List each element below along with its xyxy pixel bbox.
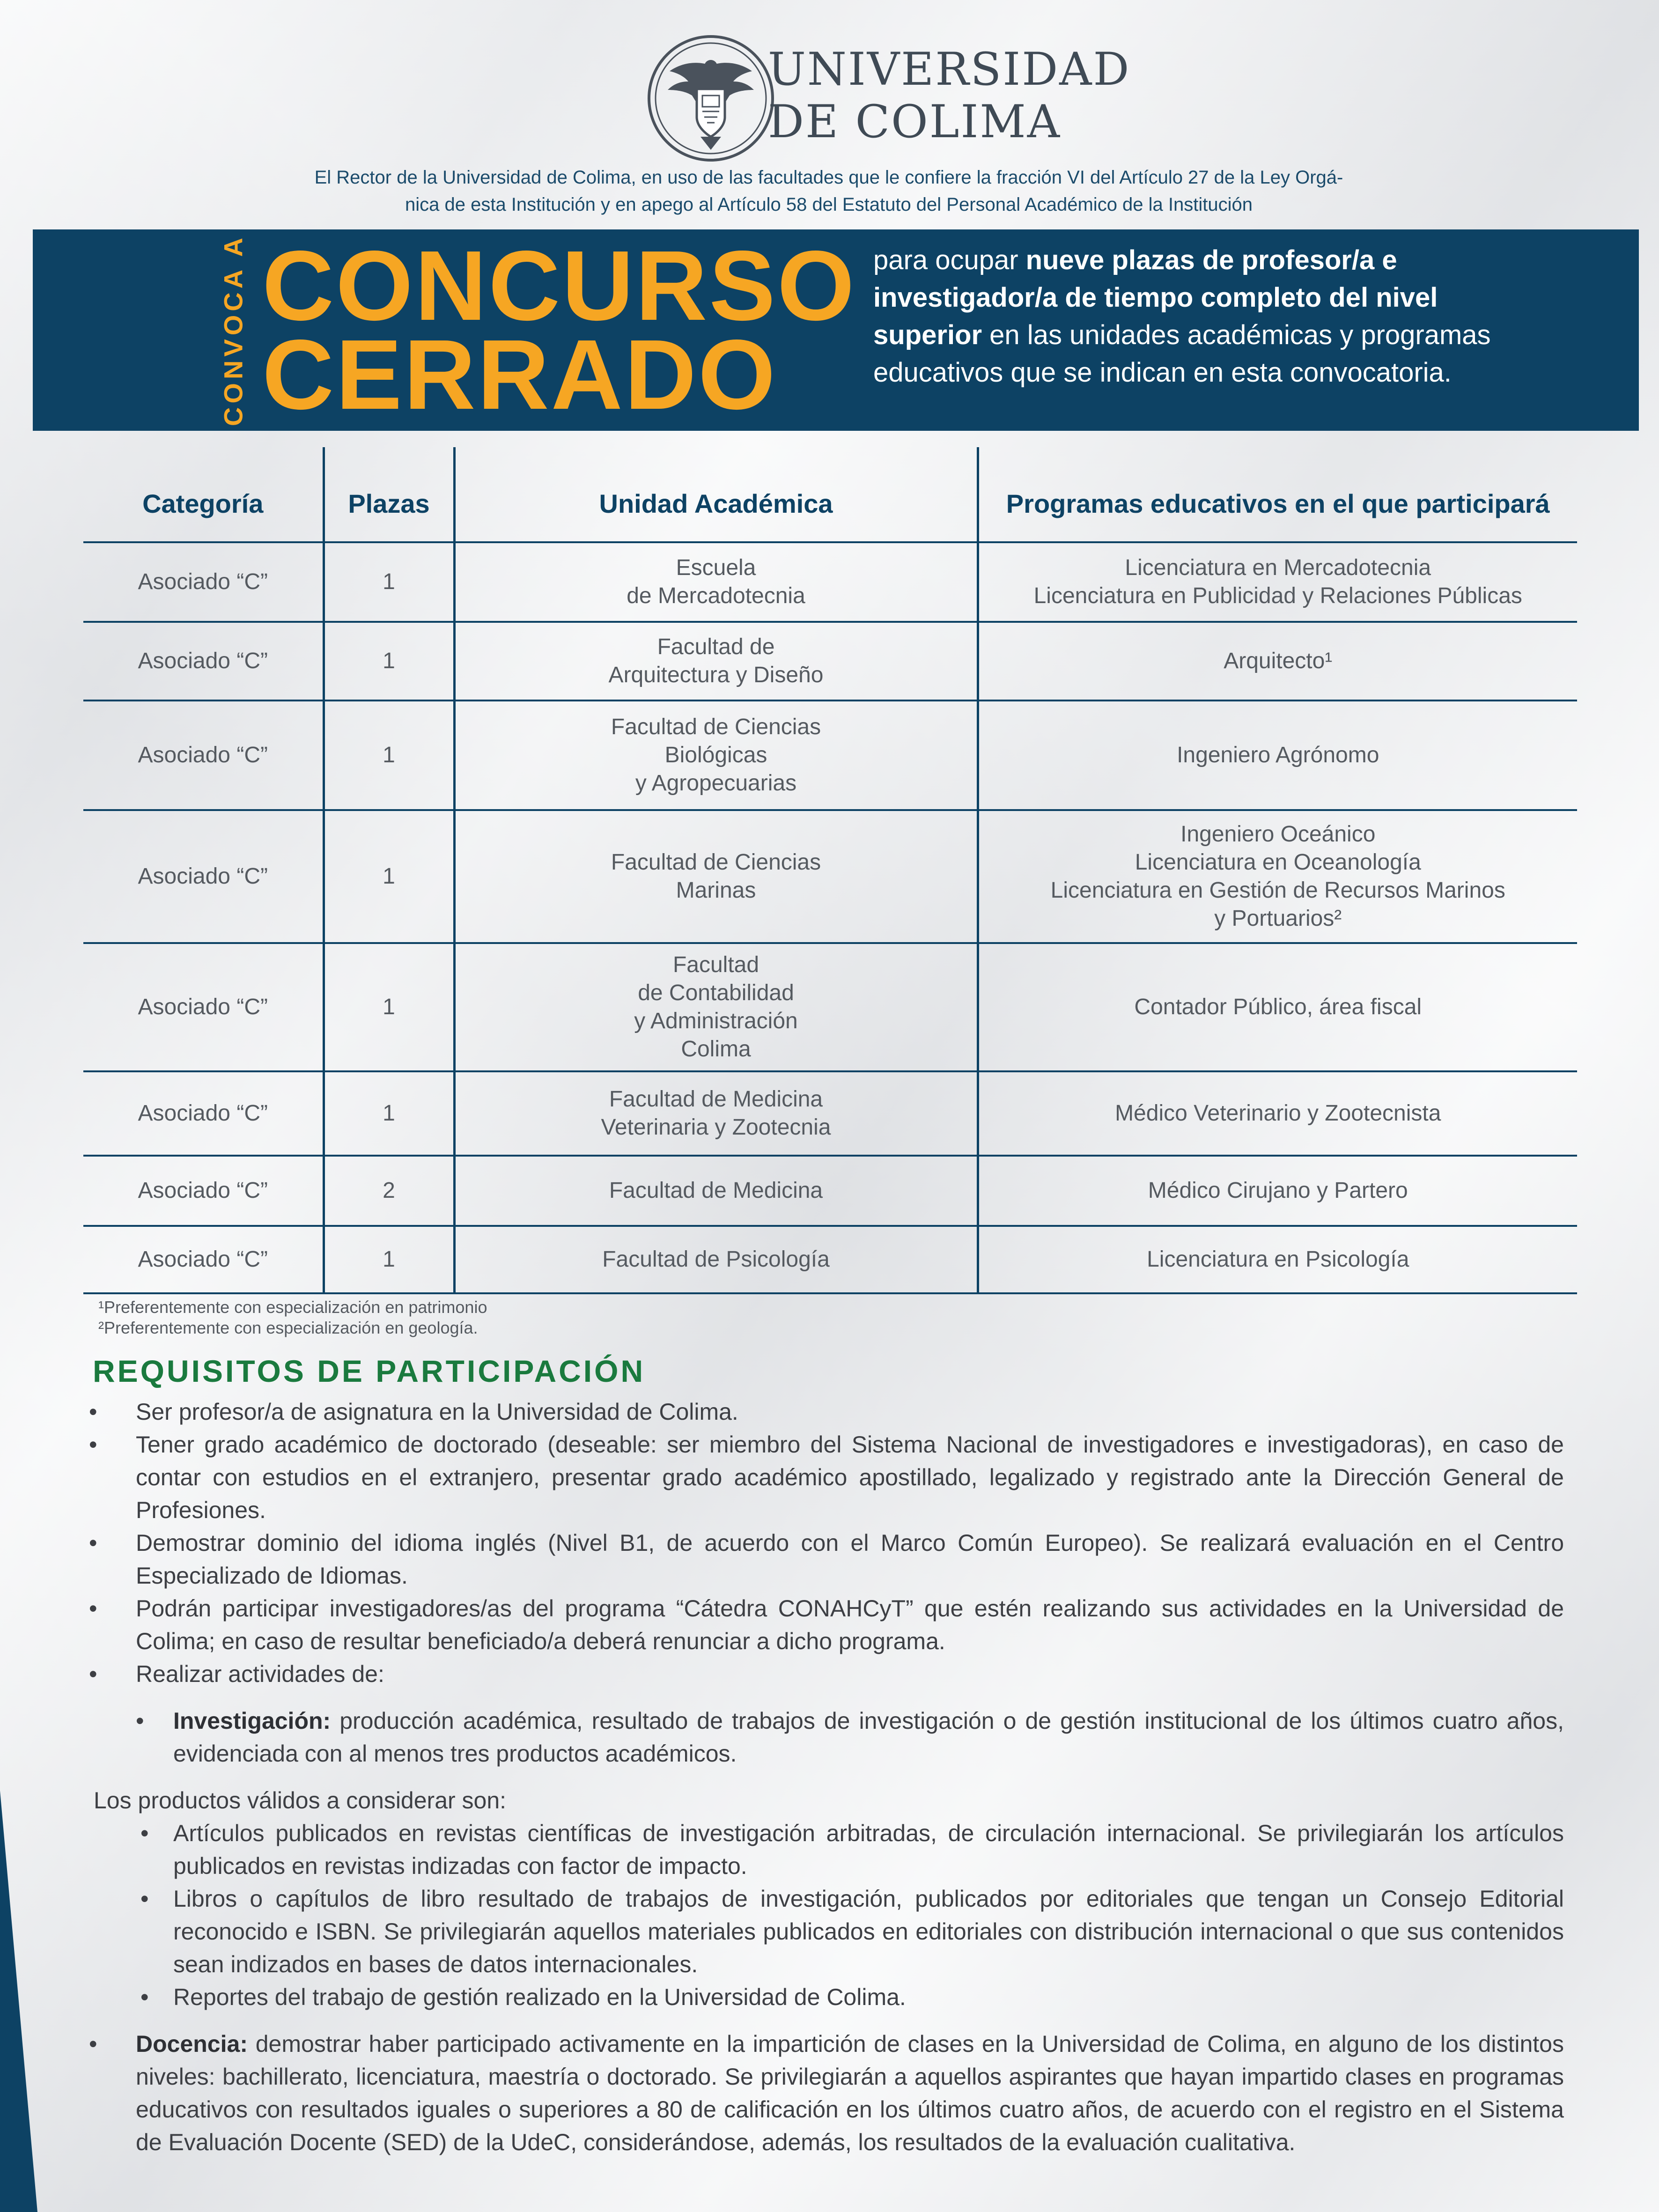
cell-plazas: 1 bbox=[324, 622, 454, 700]
preamble-line1: El Rector de la Universidad de Colima, en uso de las facultades que le confiere la fracción VI del Artículo 27 de la Ley Orgá- bbox=[314, 167, 1343, 188]
cell-categoria: Asociado “C” bbox=[83, 1226, 324, 1293]
table-row bbox=[83, 622, 1577, 700]
cell-plazas: 2 bbox=[324, 1156, 454, 1226]
banner-desc-pre: para ocupar bbox=[873, 245, 1026, 275]
productos-intro: Los productos válidos a considerar son: bbox=[94, 1787, 507, 1814]
preamble-line2: nica de esta Institución y en apego al Artículo 58 del Estatuto del Personal Académico de la Institución bbox=[405, 194, 1253, 215]
cell-programas bbox=[978, 1156, 1577, 1226]
header-plazas: Plazas bbox=[324, 447, 454, 542]
unidad-line: Facultad de Ciencias bbox=[611, 715, 821, 739]
university-name-line1: UNIVERSIDAD bbox=[768, 43, 1131, 96]
unidad-line: Veterinaria y Zootecnia bbox=[601, 1115, 831, 1140]
footnote-2: ²Preferentemente con especialización en geología. bbox=[98, 1318, 478, 1337]
preamble bbox=[220, 164, 1438, 218]
plazas-table bbox=[83, 447, 1577, 1294]
cell-programas bbox=[978, 622, 1577, 700]
programa-line: Ingeniero Agrónomo bbox=[1177, 743, 1379, 767]
list-item: • Artículos publicados en revistas científicas de investigación arbitradas, de circulación internacional. Se privilegiarán los artículos publicados en revistas indizadas con factor de impacto. bbox=[94, 1817, 1564, 1882]
list-item: • Reportes del trabajo de gestión realizado en la Universidad de Colima. bbox=[94, 1981, 1564, 2013]
requisitos-body bbox=[94, 1395, 1564, 2159]
cell-unidad bbox=[454, 1071, 978, 1156]
cell-unidad bbox=[454, 542, 978, 622]
table-row bbox=[83, 1156, 1577, 1226]
banner-desc-bold: nueve plazas de profesor/a e investigador/a de tiempo completo del nivel superior bbox=[873, 245, 1438, 350]
unidad-line: Facultad de Medicina bbox=[609, 1087, 823, 1112]
unidad-line: de Mercadotecnia bbox=[627, 583, 805, 608]
programa-line: Licenciatura en Publicidad y Relaciones Públicas bbox=[1033, 583, 1522, 608]
cell-unidad bbox=[454, 943, 978, 1071]
programa-line: y Portuarios² bbox=[1214, 906, 1342, 931]
programa-line: Arquitecto¹ bbox=[1224, 649, 1333, 673]
cell-plazas: 1 bbox=[324, 810, 454, 943]
title-concurso: CONCURSO bbox=[262, 230, 856, 341]
cell-programas bbox=[978, 810, 1577, 943]
cell-programas bbox=[978, 1071, 1577, 1156]
list-item: • Libros o capítulos de libro resultado de trabajos de investigación, publicados por editoriales que tengan un Consejo Editorial reconocido e ISBN. Se privilegiarán aquellos materiales publicados en editoriales con distribución internacional o que sus contenidos sean indizados en bases de datos internacionales. bbox=[94, 1882, 1564, 1981]
title-cerrado: CERRADO bbox=[262, 319, 777, 430]
cell-programas bbox=[978, 542, 1577, 622]
banner-description bbox=[873, 242, 1491, 391]
table-row bbox=[83, 943, 1577, 1071]
unidad-line: Facultad de Medicina bbox=[609, 1178, 823, 1203]
footnotes bbox=[98, 1297, 487, 1338]
table-row bbox=[83, 810, 1577, 943]
table-row bbox=[83, 1226, 1577, 1293]
header-unidad: Unidad Académica bbox=[454, 447, 978, 542]
programa-line: Contador Público, área fiscal bbox=[1134, 995, 1422, 1019]
programa-line: Ingeniero Oceánico bbox=[1180, 822, 1376, 847]
cell-categoria: Asociado “C” bbox=[83, 1071, 324, 1156]
investigacion-label: Investigación: bbox=[173, 1708, 331, 1734]
list-item: • Tener grado académico de doctorado (deseable: ser miembro del Sistema Nacional de investigadores e investigadoras), en caso de contar con estudios en el extranjero, presentar grado académico apostillado, legalizado y registrado ante la Dirección General de Profesiones. bbox=[94, 1428, 1564, 1526]
programa-line: Licenciatura en Psicología bbox=[1147, 1247, 1409, 1272]
unidad-line: Facultad de Ciencias bbox=[611, 850, 821, 875]
university-seal-icon bbox=[645, 33, 776, 164]
cell-programas bbox=[978, 1226, 1577, 1293]
cell-plazas: 1 bbox=[324, 700, 454, 810]
cell-unidad bbox=[454, 810, 978, 943]
unidad-line: Facultad de Psicología bbox=[602, 1247, 830, 1272]
cell-categoria: Asociado “C” bbox=[83, 810, 324, 943]
unidad-line: Biológicas bbox=[664, 743, 767, 767]
unidad-line: de Contabilidad bbox=[638, 981, 794, 1005]
list-item: • Demostrar dominio del idioma inglés (Nivel B1, de acuerdo con el Marco Común Europeo). Se realizará evaluación en el Centro Especializado de Idiomas. bbox=[94, 1526, 1564, 1592]
table-row bbox=[83, 700, 1577, 810]
list-item: • Podrán participar investigadores/as del programa “Cátedra CONAHCyT” que estén realizando sus actividades en la Universidad de Colima; en caso de resultar beneficiado/a deberá renunciar a dicho programa. bbox=[94, 1592, 1564, 1658]
requisitos-list bbox=[94, 1395, 1564, 1690]
docencia-label: Docencia: bbox=[136, 2031, 248, 2057]
docencia-item bbox=[94, 2028, 1564, 2159]
programa-line: Licenciatura en Oceanología bbox=[1135, 850, 1421, 875]
cell-plazas: 1 bbox=[324, 542, 454, 622]
cell-categoria: Asociado “C” bbox=[83, 542, 324, 622]
cell-unidad bbox=[454, 1156, 978, 1226]
cell-plazas: 1 bbox=[324, 1226, 454, 1293]
unidad-line: Colima bbox=[681, 1037, 751, 1062]
cell-programas bbox=[978, 943, 1577, 1071]
unidad-line: y Administración bbox=[634, 1009, 798, 1033]
programa-line: Médico Cirujano y Partero bbox=[1148, 1178, 1408, 1203]
cell-unidad bbox=[454, 622, 978, 700]
unidad-line: Marinas bbox=[676, 878, 756, 903]
unidad-line: Facultad de bbox=[657, 634, 775, 659]
university-name-line2: DE COLIMA bbox=[768, 96, 1062, 148]
investigacion-list bbox=[94, 1704, 1564, 1770]
cell-plazas: 1 bbox=[324, 943, 454, 1071]
cell-plazas: 1 bbox=[324, 1071, 454, 1156]
header-categoria: Categoría bbox=[83, 447, 324, 542]
programa-line: Médico Veterinario y Zootecnista bbox=[1115, 1101, 1441, 1126]
cell-categoria: Asociado “C” bbox=[83, 1156, 324, 1226]
table-row bbox=[83, 542, 1577, 622]
unidad-line: y Agropecuarias bbox=[635, 771, 797, 796]
unidad-line: Escuela bbox=[676, 555, 756, 580]
header-programas: Programas educativos en el que participará bbox=[978, 447, 1577, 542]
productos-list bbox=[94, 1817, 1564, 2013]
docencia-text: demostrar haber participado activamente en la impartición de clases en la Universidad de Colima, en alguno de los distintos niveles: bachillerato, licenciatura, maestría o doctorado. Se privilegiarán a aquellos aspirantes que hayan impartido clases en programas educativos con resultados iguales o superiores a 80 de calificación en los últimos cuatro años, de acuerdo con el registro en el Sistema de Evaluación Docente (SED) de la UdeC, considerándose, además, los resultados de la evaluación cualitativa. bbox=[136, 2031, 1564, 2155]
corner-decoration bbox=[0, 1791, 37, 2212]
cell-unidad bbox=[454, 700, 978, 810]
investigacion-text: producción académica, resultado de trabajos de investigación o de gestión institucional de los últimos cuatro años, evidenciada con al menos tres productos académicos. bbox=[173, 1708, 1564, 1767]
list-item: • Ser profesor/a de asignatura en la Universidad de Colima. bbox=[94, 1395, 1564, 1428]
cell-categoria: Asociado “C” bbox=[83, 943, 324, 1071]
investigacion-item bbox=[94, 1704, 1564, 1770]
convoca-label: CONVOCA A bbox=[218, 234, 248, 427]
footnote-1: ¹Preferentemente con especialización en patrimonio bbox=[98, 1298, 487, 1317]
cell-categoria: Asociado “C” bbox=[83, 700, 324, 810]
programa-line: Licenciatura en Mercadotecnia bbox=[1125, 555, 1431, 580]
docencia-list bbox=[94, 2028, 1564, 2159]
programa-line: Licenciatura en Gestión de Recursos Marinos bbox=[1050, 878, 1505, 903]
cell-categoria: Asociado “C” bbox=[83, 622, 324, 700]
unidad-line: Arquitectura y Diseño bbox=[608, 663, 824, 687]
banner-desc-post: en las unidades académicas y programas educativos que se indican en esta convocatoria. bbox=[873, 320, 1491, 388]
cell-programas bbox=[978, 700, 1577, 810]
requisitos-title: REQUISITOS DE PARTICIPACIÓN bbox=[93, 1354, 646, 1388]
header bbox=[0, 28, 1659, 169]
list-item: • Realizar actividades de: bbox=[94, 1658, 1564, 1690]
table-row bbox=[83, 1071, 1577, 1156]
table-header-row bbox=[83, 447, 1577, 542]
unidad-line: Facultad bbox=[672, 952, 759, 977]
university-name bbox=[768, 43, 1130, 148]
cell-unidad bbox=[454, 1226, 978, 1293]
